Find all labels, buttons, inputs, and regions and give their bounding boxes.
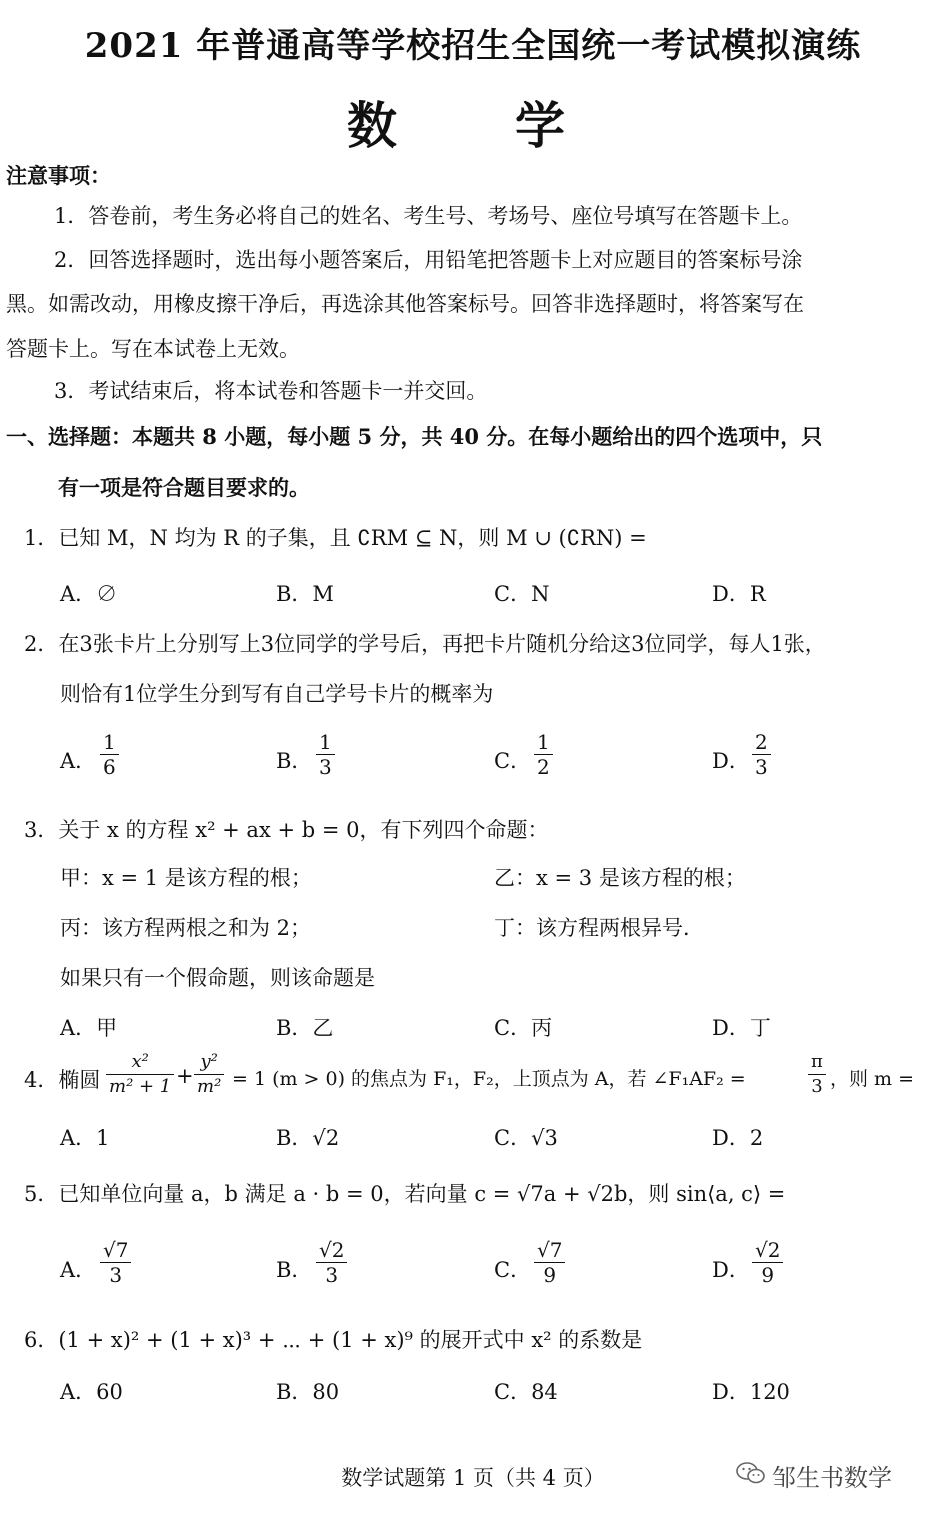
q6-stem: 6．(1 + x)² + (1 + x)³ + ⋯ + (1 + x)⁹ 的展开式中 x² 的系数是 <box>24 1328 643 1352</box>
q3-option-b: B．乙 <box>276 1016 334 1040</box>
q3-proposition-bing: 丙：该方程两根之和为 2； <box>60 916 312 940</box>
q2-stem-line-1: 2．在3张卡片上分别写上3位同学的学号后，再把卡片随机分给这3位同学，每人1张， <box>24 632 826 656</box>
watermark-text: 邹生书数学 <box>772 1464 892 1492</box>
q2-option-d-fraction: 2 3 <box>752 730 771 779</box>
note-item-2-line-2: 黑。如需改动，用橡皮擦干净后，再选涂其他答案标号。回答非选择题时，将答案写在 <box>6 292 804 316</box>
q3-stem: 3．关于 x 的方程 x² + ax + b = 0，有下列四个命题： <box>24 818 549 842</box>
q2-option-b-label: B． <box>276 749 313 773</box>
section-1-heading-cont: 有一项是符合题目要求的。 <box>58 475 310 500</box>
exam-title: 2021 年普通高等学校招生全国统一考试模拟演练 <box>84 26 862 66</box>
section-1-heading: 一、选择题：本题共 8 小题，每小题 5 分，共 40 分。在每小题给出的四个选项中，只 <box>6 424 823 449</box>
q3-option-a: A．甲 <box>60 1016 118 1040</box>
q2-option-a-fraction: 1 6 <box>100 730 119 779</box>
q1-option-b: B．M <box>276 582 334 606</box>
q2-option-c-fraction: 1 2 <box>534 730 553 779</box>
note-item-2-line-1: 2．回答选择题时，选出每小题答案后，用铅笔把答题卡上对应题目的答案标号涂 <box>54 248 803 272</box>
q4-option-a: A．1 <box>60 1126 110 1150</box>
notes-heading: 注意事项： <box>6 163 111 188</box>
q2-stem-line-2: 则恰有1位学生分到写有自己学号卡片的概率为 <box>60 682 494 706</box>
q4-suffix: ，则 m = <box>830 1068 915 1090</box>
q6-option-a: A．60 <box>60 1380 123 1404</box>
q1-stem: 1．已知 M，N 均为 R 的子集，且 ∁RM ⊆ N，则 M ∪ (∁RN) = <box>24 526 647 550</box>
q4-option-b: B．√2 <box>276 1126 340 1150</box>
q2-option-c-label: C． <box>494 749 532 773</box>
q4-option-d: D．2 <box>712 1126 764 1150</box>
q6-option-c: C．84 <box>494 1380 558 1404</box>
q6-option-d: D．120 <box>712 1380 790 1404</box>
note-item-1: 1．答卷前，考生务必将自己的姓名、考生号、考场号、座位号填写在答题卡上。 <box>54 204 803 228</box>
subject-title: 数 学 <box>347 96 599 155</box>
page-footer: 数学试题第 1 页（共 4 页） <box>341 1466 605 1490</box>
note-item-2-line-3: 答题卡上。写在本试卷上无效。 <box>6 337 300 361</box>
note-item-3: 3．考试结束后，将本试卷和答题卡一并交回。 <box>54 379 488 403</box>
q3-proposition-jia: 甲：x = 1 是该方程的根； <box>60 866 312 890</box>
q3-option-c: C．丙 <box>494 1016 553 1040</box>
q5-stem: 5．已知单位向量 a，b 满足 a · b = 0，若向量 c = √7a + √2b，则 sin⟨a, c⟩ = <box>24 1182 786 1206</box>
q1-option-c: C．N <box>494 582 550 606</box>
q5-option-d-label: D． <box>712 1258 750 1282</box>
q1-option-d: D．R <box>712 582 766 606</box>
q5-option-a-fraction: √7 3 <box>100 1238 131 1287</box>
q5-option-a-label: A． <box>60 1258 97 1282</box>
wechat-icon <box>736 1461 766 1485</box>
q4-fraction-y: y² m² <box>194 1050 224 1099</box>
q2-option-a-label: A． <box>60 749 97 773</box>
q2-option-d-label: D． <box>712 749 750 773</box>
q4-option-c: C．√3 <box>494 1126 558 1150</box>
q4-middle: = 1 (m > 0) 的焦点为 F₁，F₂，上顶点为 A，若 ∠F₁AF₂ = <box>232 1068 746 1090</box>
q3-question: 如果只有一个假命题，则该命题是 <box>60 966 375 990</box>
q5-option-d-fraction: √2 9 <box>752 1238 783 1287</box>
q3-proposition-ding: 丁：该方程两根异号． <box>494 916 704 940</box>
q5-option-b-fraction: √2 3 <box>316 1238 347 1287</box>
q4-fraction-x: x² m² + 1 <box>106 1050 174 1099</box>
q4-fraction-pi: π 3 <box>808 1050 826 1099</box>
q6-option-b: B．80 <box>276 1380 340 1404</box>
q4-plus: + <box>176 1064 194 1088</box>
q5-option-b-label: B． <box>276 1258 313 1282</box>
q4-prefix: 4．椭圆 <box>24 1068 101 1092</box>
q3-proposition-yi: 乙：x = 3 是该方程的根； <box>494 866 746 890</box>
q5-option-c-fraction: √7 9 <box>534 1238 565 1287</box>
q5-option-c-label: C． <box>494 1258 532 1282</box>
q3-option-d: D．丁 <box>712 1016 771 1040</box>
q1-option-a: A．∅ <box>60 582 118 606</box>
q2-option-b-fraction: 1 3 <box>316 730 335 779</box>
